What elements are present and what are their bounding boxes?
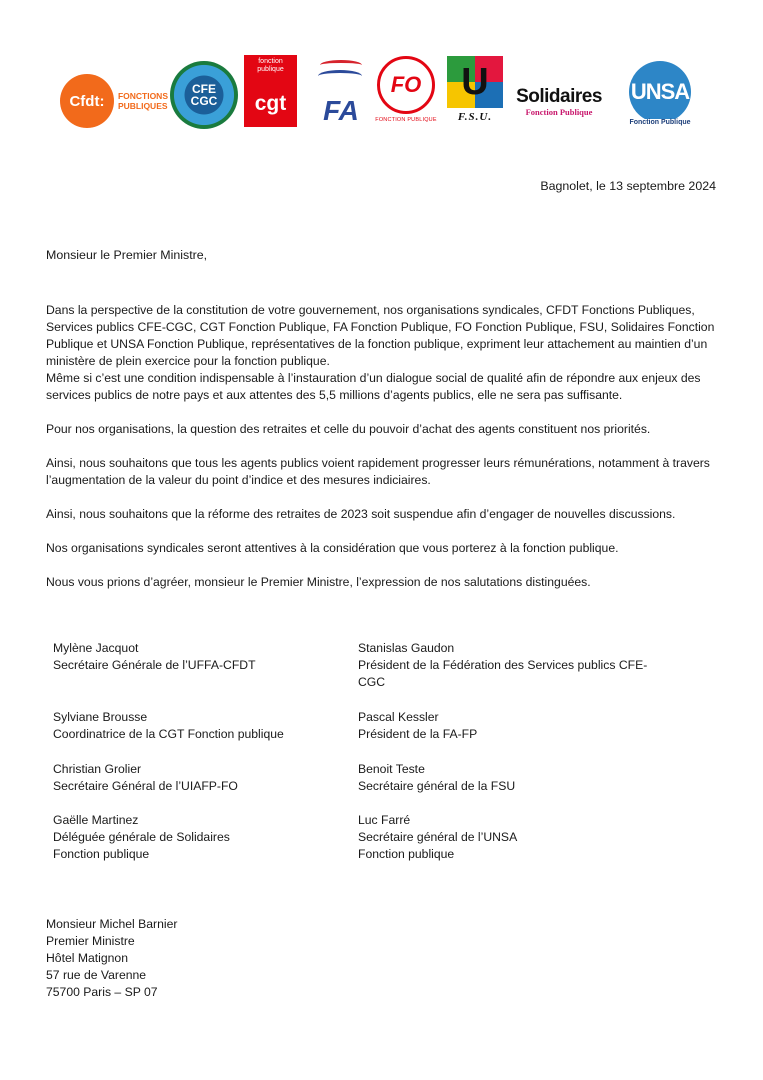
cgt-logo-line1: fonction [258, 58, 283, 65]
letter-date: Bagnolet, le 13 septembre 2024 [540, 179, 716, 193]
fa-logo-letters: FA [323, 95, 359, 126]
signatory-name: Stanislas Gaudon [358, 641, 455, 655]
fa-logo-swoosh-red [320, 60, 362, 70]
cfe-cgc-logo [170, 61, 238, 129]
recipient-building: Hôtel Matignon [46, 951, 128, 965]
recipient-address [46, 916, 177, 1001]
cfdt-logo-line1: FONCTIONS [117, 91, 168, 101]
signatory-right-4 [358, 812, 517, 863]
unsa-logo-disc [629, 61, 691, 123]
paragraph-7: Nous vous prions d’agréer, monsieur le Premier Ministre, l’expression de nos salutations distinguées. [46, 575, 591, 589]
recipient-city: 75700 Paris – SP 07 [46, 985, 158, 999]
recipient-title: Premier Ministre [46, 934, 135, 948]
paragraph-1: Dans la perspective de la constitution de votre gouvernement, nos organisations syndicales, CFDT Fonctions Publiques, Services publics CFE-CGC, CGT Fonction Publique, FA Fonction Publique, FO Fonction Publique, FSU, Solidaires Fonction Publique et UNSA Fonction Publique, représentatives de la fonction publique, expriment leur attachement au maintien d’un ministère de plein exercice pour la fonction publique. [46, 303, 715, 368]
signatory-name: Sylviane Brousse [53, 710, 148, 724]
cfdt-logo [60, 74, 168, 128]
signatory-title-line2: CGC [358, 675, 386, 689]
cfdt-logo-text [118, 91, 168, 111]
signatory-title: Secrétaire Générale de l’UFFA-CFDT [53, 658, 256, 672]
recipient-street: 57 rue de Varenne [46, 968, 147, 982]
paragraph-2: Même si c’est une condition indispensable à l’instauration d’un dialogue social de qualité afin de répondre aux enjeux des services publics de notre pays et aux attentes des 5,5 millions d’agents publics, elle ne sera pas suffisante. [46, 371, 701, 402]
letter-salutation: Monsieur le Premier Ministre, [46, 248, 208, 262]
fsu-logo-letter: U [461, 60, 489, 103]
cfdt-logo-line2: PUBLIQUES [117, 101, 168, 111]
signatory-right-3 [358, 761, 515, 795]
signatory-title: Secrétaire général de la FSU [358, 779, 516, 793]
letter-body [46, 302, 718, 608]
signatory-name: Gaëlle Martinez [53, 813, 139, 827]
signatory-left-1 [53, 640, 256, 674]
cgt-logo [244, 55, 297, 127]
paragraph-6: Nos organisations syndicales seront attentives à la considération que vous porterez à la fonction publique. [46, 541, 619, 555]
signatory-title: Secrétaire général de l’UNSA [358, 830, 518, 844]
unsa-logo-letters: UNSA [630, 79, 690, 104]
unsa-logo [623, 56, 697, 128]
cgt-logo-line2: publique [257, 66, 284, 73]
cfdt-logo-mark: Cfdt: [60, 74, 114, 128]
signatory-title: Président de la Fédération des Services publics CFE- [358, 658, 648, 672]
signatory-name: Mylène Jacquot [53, 641, 139, 655]
signatory-title-line2: Fonction publique [358, 847, 455, 861]
cfe-cgc-logo-line1: CFE [192, 82, 216, 96]
signatory-left-4 [53, 812, 230, 863]
signatory-name: Christian Grolier [53, 762, 142, 776]
fa-logo-swoosh-blue [318, 70, 362, 82]
signatory-right-1 [358, 640, 647, 691]
paragraph-3: Pour nos organisations, la question des retraites et celle du pouvoir d’achat des agents constituent nos priorités. [46, 422, 651, 436]
signatory-name: Luc Farré [358, 813, 411, 827]
unsa-logo-subtitle: Fonction Publique [629, 119, 691, 126]
fo-logo-ring [377, 56, 435, 114]
signatory-left-2 [53, 709, 284, 743]
fa-logo [312, 58, 370, 126]
fsu-logo-subtitle: F.S.U. [457, 111, 493, 123]
signatory-title: Secrétaire Général de l’UIAFP-FO [53, 779, 238, 793]
signatory-title: Coordinatrice de la CGT Fonction publique [53, 727, 284, 741]
signatory-name: Pascal Kessler [358, 710, 439, 724]
signatory-title-line2: Fonction publique [53, 847, 150, 861]
fo-logo-subtitle: FONCTION PUBLIQUE [375, 116, 437, 123]
signatory-name: Benoit Teste [358, 762, 425, 776]
signatory-title: Déléguée générale de Solidaires [53, 830, 230, 844]
cfe-cgc-logo-line2: CGC [190, 94, 218, 108]
signatory-title: Président de la FA-FP [358, 727, 478, 741]
fo-logo-letters: FO [390, 71, 422, 97]
union-logos-row [60, 50, 710, 130]
solidaires-logo-subtitle: Fonction Publique [525, 107, 593, 117]
solidaires-logo-name: Solidaires [516, 86, 602, 107]
fsu-logo-block [447, 56, 503, 108]
paragraph-5: Ainsi, nous souhaitons que la réforme des retraites de 2023 soit suspendue afin d’engager de nouvelles discussions. [46, 507, 676, 521]
fo-logo [374, 50, 438, 128]
fsu-logo [445, 56, 505, 130]
signatory-right-2 [358, 709, 477, 743]
recipient-name: Monsieur Michel Barnier [46, 917, 178, 931]
cgt-logo-word: cgt [254, 92, 287, 115]
solidaires-logo [513, 80, 605, 124]
signatory-left-3 [53, 761, 238, 795]
paragraph-4: Ainsi, nous souhaitons que tous les agents publics voient rapidement progresser leurs rémunérations, notamment à travers l’augmentation de la valeur du point d’indice et des mesures indiciaires. [46, 456, 710, 487]
